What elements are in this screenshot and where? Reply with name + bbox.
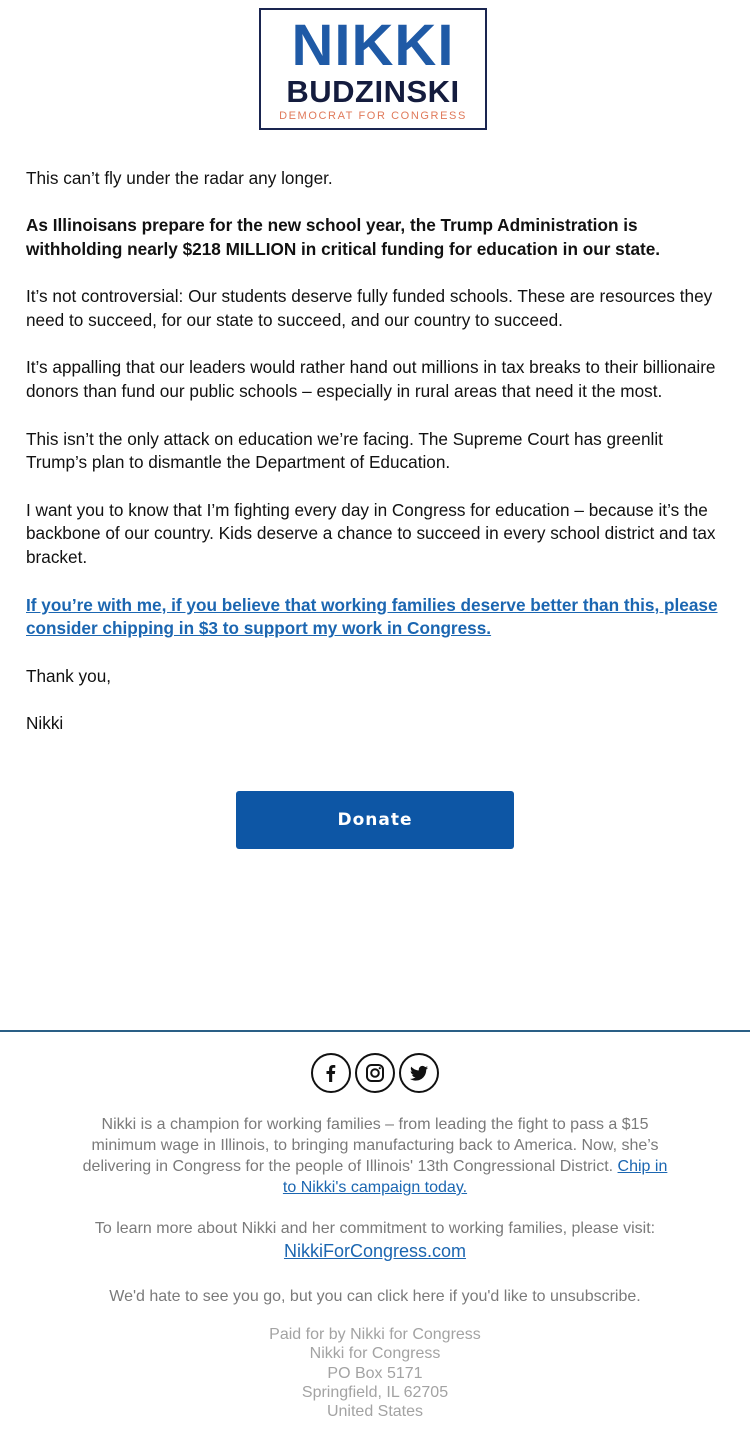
facebook-icon[interactable] (311, 1053, 351, 1093)
footer-about-text: Nikki is a champion for working families – from leading the fight to pass a $15 minimum wage in Illinois, to bringing manufacturing back to America. Now, she’s delivering in Congress for the people of Illinois' 13th Congressional District. (82, 1116, 659, 1175)
paragraph-tax-breaks: It’s appalling that our leaders would rather hand out millions in tax breaks to their billionaire donors than fund our public schools – especially in rural areas that need it the most. (26, 357, 716, 402)
paragraph-supreme-court: This isn’t the only attack on education we’re facing. The Supreme Court has greenlit Trump’s plan to dismantle the Department of Education. (26, 428, 663, 473)
address-city: Springfield, IL 62705 (301, 1383, 449, 1401)
paragraph-intro: This can’t fly under the radar any longer. (26, 168, 333, 188)
donate-button[interactable]: Donate (236, 791, 514, 849)
chip-in-campaign-link[interactable]: Chip in to Nikki's campaign today. (282, 1158, 668, 1196)
address-org: Nikki for Congress (309, 1345, 441, 1363)
logo-last-name: BUDZINSKI (286, 74, 460, 109)
signature: Nikki (26, 712, 64, 733)
logo-tagline: DEMOCRAT FOR CONGRESS (279, 110, 467, 122)
paid-for-disclaimer: Paid for by Nikki for Congress (269, 1326, 481, 1343)
footer-about (75, 1114, 675, 1198)
footer-learn-text: To learn more about Nikki and her commitment to working families, please visit: (94, 1220, 656, 1237)
address-po-box: PO Box 5171 (327, 1364, 423, 1382)
paragraph-fighting: I want you to know that I’m fighting every day in Congress for education – because it’s the backbone of our country. Kids deserve a chance to succeed in every school district and tax bracket. (26, 499, 716, 568)
twitter-icon[interactable] (399, 1053, 439, 1093)
address-country: United States (326, 1403, 424, 1421)
unsubscribe-text[interactable]: We'd hate to see you go, but you can click here if you'd like to unsubscribe. (109, 1288, 641, 1305)
footer-learn-more (75, 1218, 675, 1263)
campaign-logo (259, 8, 487, 130)
instagram-icon[interactable] (355, 1053, 395, 1093)
paragraph-headline: As Illinoisans prepare for the new school year, the Trump Administration is withholding nearly $218 MILLION in critical funding for education in our state. (26, 215, 661, 260)
mailing-address (75, 1325, 675, 1421)
signoff: Thank you, (26, 665, 112, 686)
footer-divider (0, 1030, 750, 1032)
chip-in-link[interactable]: If you’re with me, if you believe that working families deserve better than this, please consider chipping in $3 to support my work in Congress. (26, 594, 718, 639)
cta-paragraph (26, 594, 726, 642)
paragraph-students: It’s not controversial: Our students deserve fully funded schools. These are resources they need to succeed, for our state to succeed, and our country to succeed. (26, 286, 713, 331)
email-body (26, 167, 726, 759)
website-link[interactable]: NikkiForCongress.com (283, 1241, 467, 1261)
social-links (311, 1053, 441, 1093)
logo-first-name: NIKKI (291, 13, 455, 78)
